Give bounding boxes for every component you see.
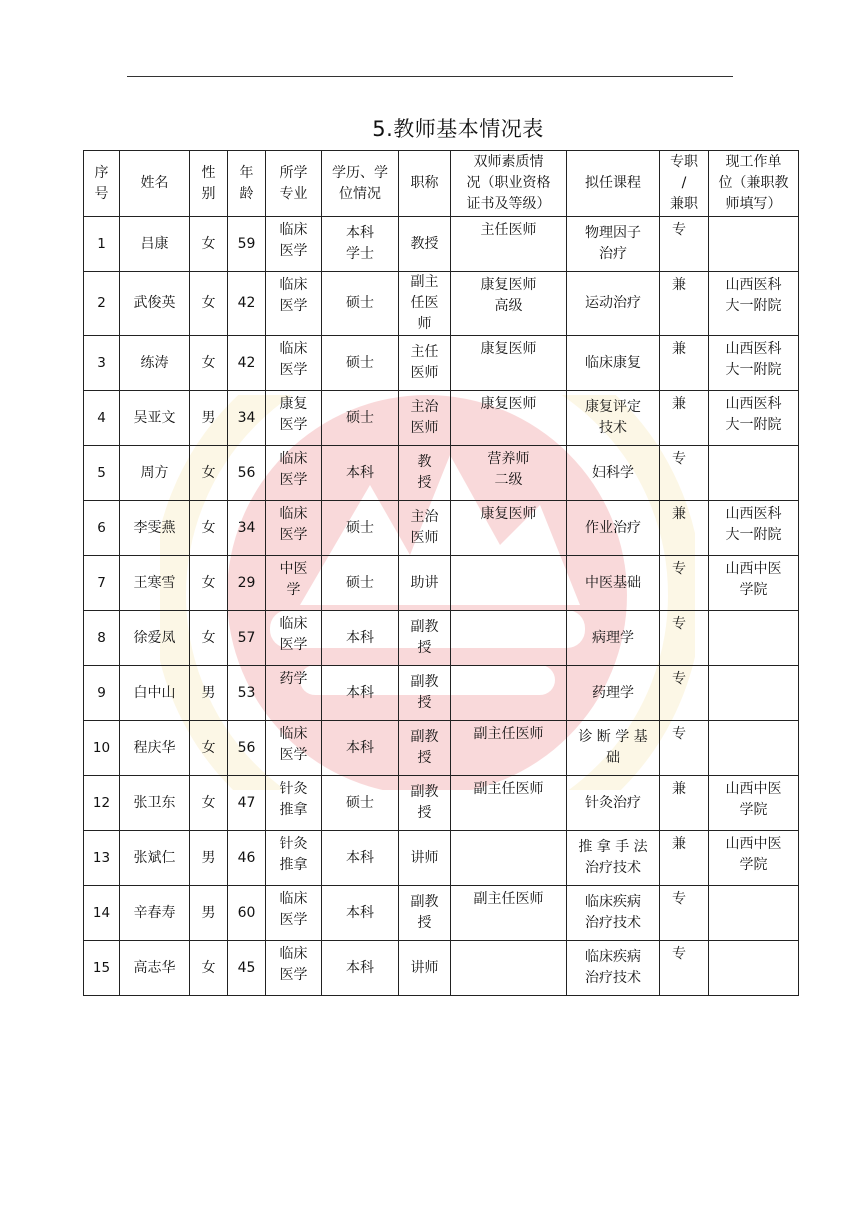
table-row [84, 556, 799, 611]
cell-employment-type: 专 [660, 666, 709, 721]
cell-degree: 硕士 [322, 391, 399, 446]
cell-workplace: 山西中医 学院 [709, 831, 799, 886]
cell-major: 药学 [266, 666, 322, 721]
cell-gender: 女 [190, 776, 228, 831]
cell-dual-qualification: 主任医师 [451, 217, 567, 272]
table-row [84, 886, 799, 941]
cell-major: 针灸 推拿 [266, 776, 322, 831]
cell-gender: 女 [190, 336, 228, 391]
cell-gender: 男 [190, 666, 228, 721]
cell-course: 临床康复 [567, 336, 660, 391]
cell-title: 主治 医师 [399, 501, 451, 556]
header-col-major: 所学 专业 [266, 151, 322, 217]
cell-employment-type: 专 [660, 611, 709, 666]
header-col-degree: 学历、学 位情况 [322, 151, 399, 217]
cell-employment-type: 兼 [660, 391, 709, 446]
cell-title: 主任 医师 [399, 336, 451, 391]
cell-employment-type: 兼 [660, 501, 709, 556]
cell-degree: 本科 [322, 941, 399, 996]
cell-major: 临床 医学 [266, 721, 322, 776]
header-col-course: 拟任课程 [567, 151, 660, 217]
cell-age: 59 [228, 217, 266, 272]
cell-dual-qualification: 康复医师 高级 [451, 272, 567, 336]
cell-course: 中医基础 [567, 556, 660, 611]
cell-age: 56 [228, 721, 266, 776]
cell-gender: 男 [190, 391, 228, 446]
cell-title: 教授 [399, 217, 451, 272]
cell-index: 13 [84, 831, 120, 886]
cell-title: 副教 授 [399, 611, 451, 666]
cell-index: 4 [84, 391, 120, 446]
cell-course: 临床疾病 治疗技术 [567, 941, 660, 996]
cell-age: 47 [228, 776, 266, 831]
cell-gender: 女 [190, 446, 228, 501]
cell-major: 临床 医学 [266, 501, 322, 556]
page-title: 5.教师基本情况表 [372, 117, 544, 141]
cell-degree: 硕士 [322, 556, 399, 611]
cell-age: 34 [228, 391, 266, 446]
cell-name: 白中山 [120, 666, 190, 721]
header-col-age: 年 龄 [228, 151, 266, 217]
cell-age: 42 [228, 272, 266, 336]
header-col-employment-type: 专职 / 兼职 [660, 151, 709, 217]
cell-index: 10 [84, 721, 120, 776]
cell-gender: 男 [190, 886, 228, 941]
teacher-info-table [83, 150, 799, 996]
cell-index: 15 [84, 941, 120, 996]
table-row [84, 336, 799, 391]
cell-name: 高志华 [120, 941, 190, 996]
cell-course: 康复评定 技术 [567, 391, 660, 446]
cell-name: 李雯燕 [120, 501, 190, 556]
cell-course: 药理学 [567, 666, 660, 721]
cell-employment-type: 专 [660, 556, 709, 611]
cell-gender: 女 [190, 217, 228, 272]
cell-dual-qualification: 营养师 二级 [451, 446, 567, 501]
cell-index: 8 [84, 611, 120, 666]
cell-course: 病理学 [567, 611, 660, 666]
table-row [84, 446, 799, 501]
cell-dual-qualification: 副主任医师 [451, 776, 567, 831]
cell-title: 副主 任医 师 [399, 272, 451, 336]
cell-employment-type: 专 [660, 886, 709, 941]
cell-index: 1 [84, 217, 120, 272]
cell-major: 针灸 推拿 [266, 831, 322, 886]
cell-title: 讲师 [399, 831, 451, 886]
cell-workplace: 山西中医 学院 [709, 556, 799, 611]
table-row [84, 831, 799, 886]
cell-course: 作业治疗 [567, 501, 660, 556]
cell-title: 副教 授 [399, 666, 451, 721]
cell-workplace [709, 886, 799, 941]
cell-degree: 硕士 [322, 501, 399, 556]
cell-employment-type: 兼 [660, 776, 709, 831]
cell-workplace: 山西医科 大一附院 [709, 272, 799, 336]
cell-employment-type: 兼 [660, 336, 709, 391]
cell-major: 临床 医学 [266, 941, 322, 996]
cell-course: 推 拿 手 法 治疗技术 [567, 831, 660, 886]
cell-employment-type: 兼 [660, 272, 709, 336]
cell-degree: 硕士 [322, 272, 399, 336]
table-row [84, 666, 799, 721]
cell-title: 教 授 [399, 446, 451, 501]
cell-major: 中医 学 [266, 556, 322, 611]
cell-major: 临床 医学 [266, 886, 322, 941]
cell-workplace [709, 941, 799, 996]
cell-title: 讲师 [399, 941, 451, 996]
cell-title: 副教 授 [399, 776, 451, 831]
cell-employment-type: 专 [660, 217, 709, 272]
cell-degree: 硕士 [322, 336, 399, 391]
cell-dual-qualification [451, 666, 567, 721]
header-col-workplace: 现工作单 位（兼职教 师填写） [709, 151, 799, 217]
cell-degree: 本科 [322, 886, 399, 941]
cell-name: 程庆华 [120, 721, 190, 776]
cell-name: 吴亚文 [120, 391, 190, 446]
cell-degree: 本科 [322, 611, 399, 666]
cell-age: 56 [228, 446, 266, 501]
cell-gender: 女 [190, 501, 228, 556]
cell-age: 60 [228, 886, 266, 941]
cell-title: 副教 授 [399, 721, 451, 776]
cell-name: 徐爱凤 [120, 611, 190, 666]
cell-workplace [709, 611, 799, 666]
header-rule [127, 76, 733, 77]
cell-title: 助讲 [399, 556, 451, 611]
cell-index: 5 [84, 446, 120, 501]
table-row [84, 272, 799, 336]
table-row [84, 217, 799, 272]
cell-age: 42 [228, 336, 266, 391]
cell-gender: 女 [190, 611, 228, 666]
cell-dual-qualification [451, 831, 567, 886]
cell-gender: 男 [190, 831, 228, 886]
cell-name: 张斌仁 [120, 831, 190, 886]
cell-dual-qualification: 副主任医师 [451, 886, 567, 941]
table-row [84, 721, 799, 776]
cell-age: 46 [228, 831, 266, 886]
table-row [84, 501, 799, 556]
cell-course: 诊 断 学 基 础 [567, 721, 660, 776]
cell-name: 王寒雪 [120, 556, 190, 611]
header-col-title: 职称 [399, 151, 451, 217]
cell-index: 9 [84, 666, 120, 721]
cell-employment-type: 专 [660, 941, 709, 996]
cell-workplace: 山西中医 学院 [709, 776, 799, 831]
table-row [84, 776, 799, 831]
cell-age: 45 [228, 941, 266, 996]
cell-name: 武俊英 [120, 272, 190, 336]
cell-course: 物理因子 治疗 [567, 217, 660, 272]
cell-major: 临床 医学 [266, 272, 322, 336]
cell-gender: 女 [190, 556, 228, 611]
cell-index: 7 [84, 556, 120, 611]
cell-course: 针灸治疗 [567, 776, 660, 831]
table-row [84, 391, 799, 446]
cell-title: 副教 授 [399, 886, 451, 941]
cell-index: 3 [84, 336, 120, 391]
cell-dual-qualification: 康复医师 [451, 336, 567, 391]
table-row [84, 941, 799, 996]
cell-index: 14 [84, 886, 120, 941]
cell-course: 运动治疗 [567, 272, 660, 336]
cell-course: 妇科学 [567, 446, 660, 501]
cell-workplace: 山西医科 大一附院 [709, 391, 799, 446]
table-row [84, 611, 799, 666]
cell-degree: 本科 学士 [322, 217, 399, 272]
cell-workplace: 山西医科 大一附院 [709, 501, 799, 556]
cell-dual-qualification [451, 941, 567, 996]
cell-name: 练涛 [120, 336, 190, 391]
cell-age: 53 [228, 666, 266, 721]
cell-dual-qualification: 康复医师 [451, 501, 567, 556]
cell-name: 辛春寿 [120, 886, 190, 941]
cell-age: 34 [228, 501, 266, 556]
cell-dual-qualification: 康复医师 [451, 391, 567, 446]
cell-major: 临床 医学 [266, 446, 322, 501]
cell-major: 康复 医学 [266, 391, 322, 446]
cell-name: 周方 [120, 446, 190, 501]
cell-major: 临床 医学 [266, 336, 322, 391]
cell-major: 临床 医学 [266, 611, 322, 666]
cell-degree: 硕士 [322, 776, 399, 831]
cell-course: 临床疾病 治疗技术 [567, 886, 660, 941]
cell-dual-qualification [451, 611, 567, 666]
cell-title: 主治 医师 [399, 391, 451, 446]
cell-major: 临床 医学 [266, 217, 322, 272]
cell-workplace [709, 721, 799, 776]
table-header-row [84, 151, 799, 217]
cell-gender: 女 [190, 941, 228, 996]
header-col-gender: 性 别 [190, 151, 228, 217]
cell-name: 张卫东 [120, 776, 190, 831]
cell-name: 吕康 [120, 217, 190, 272]
cell-dual-qualification: 副主任医师 [451, 721, 567, 776]
cell-age: 29 [228, 556, 266, 611]
cell-index: 6 [84, 501, 120, 556]
cell-workplace: 山西医科 大一附院 [709, 336, 799, 391]
cell-degree: 本科 [322, 446, 399, 501]
cell-index: 12 [84, 776, 120, 831]
cell-workplace [709, 446, 799, 501]
cell-dual-qualification [451, 556, 567, 611]
cell-employment-type: 专 [660, 721, 709, 776]
cell-age: 57 [228, 611, 266, 666]
header-col-name: 姓名 [120, 151, 190, 217]
cell-gender: 女 [190, 721, 228, 776]
cell-degree: 本科 [322, 721, 399, 776]
cell-index: 2 [84, 272, 120, 336]
cell-workplace [709, 666, 799, 721]
header-col-index: 序 号 [84, 151, 120, 217]
cell-employment-type: 兼 [660, 831, 709, 886]
cell-gender: 女 [190, 272, 228, 336]
cell-degree: 本科 [322, 831, 399, 886]
cell-employment-type: 专 [660, 446, 709, 501]
cell-degree: 本科 [322, 666, 399, 721]
cell-workplace [709, 217, 799, 272]
header-col-dual-qualification: 双师素质情 况（职业资格 证书及等级） [451, 151, 567, 217]
